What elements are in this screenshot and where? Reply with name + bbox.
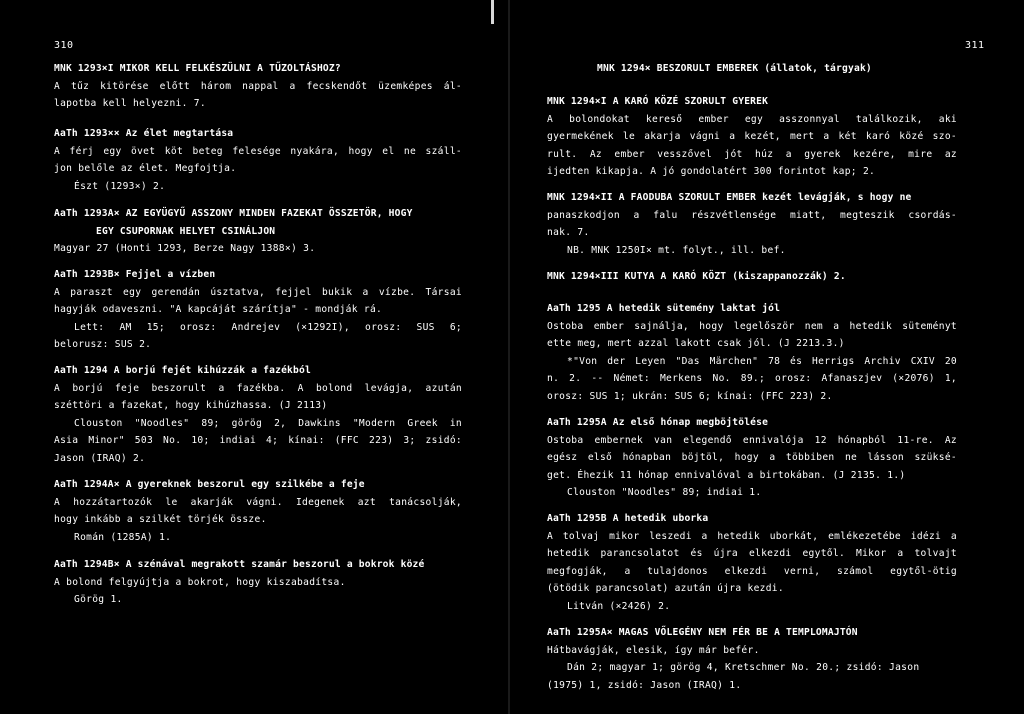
entry-text: megfogják, a tulajdonos elkezdi verni, számol egytől-ötig	[547, 565, 957, 577]
entry-text: Litván (×2426) 2.	[567, 600, 671, 612]
entry-text: Görög 1.	[74, 594, 123, 606]
entry	[547, 268, 957, 286]
section-heading: MNK 1294× BESZORULT EMBEREK (állatok, tárgyak)	[597, 63, 872, 74]
entry-heading: AaTh 1293B× Fejjel a vízben	[54, 269, 216, 280]
entry-heading: AaTh 1293×× Az élet megtartása	[54, 128, 234, 139]
entry-text: NB. MNK 1250I× mt. folyt., ill. bef.	[567, 244, 786, 256]
entry-text: A paraszt egy gerendán úsztatva, fejjel bukik a vízbe. Társai	[54, 286, 462, 298]
entry-heading: AaTh 1295 A hetedik sütemény laktat jól	[547, 303, 781, 314]
entry-text: Clouston "Noodles" 89; indiai 1.	[567, 487, 762, 499]
entry-text: A hozzátartozók le akarják vágni. Idegenek azt tanácsolják,	[54, 496, 462, 508]
entry-text: Ostoba embernek van elegendő ennivalója 12 hónapból 11-re. Az	[547, 434, 957, 446]
entry-text: hetedik parancsolatot és újra elkezdi egytől. Mikor a tolvajt	[547, 548, 957, 560]
entry-text: ijedten kikapja. A jó gondolatért 300 forintot kap; 2.	[547, 166, 876, 178]
entry-text: Ostoba ember sajnálja, hogy legelőször nem a hetedik süteményt	[547, 320, 957, 332]
entry-text: (ötödik parancsolat) azután újra kezdi.	[547, 583, 784, 595]
entry-text: rult. Az ember vesszővel jót húz a gyerek kezére, mire az	[547, 148, 957, 160]
entry-text: A bolond felgyújtja a bokrot, hogy kiszabadítsa.	[54, 576, 346, 588]
entry	[54, 556, 462, 609]
entry-heading: MNK 1294×II A FAODUBA SZORULT EMBER kezét levágják, s hogy ne	[547, 192, 912, 203]
right-page	[512, 0, 1024, 714]
entry-text: (1975) 1, zsidó: Jason (IRAQ) 1.	[547, 679, 742, 691]
entry	[547, 93, 957, 181]
entry-heading: AaTh 1295A Az első hónap megböjtölése	[547, 417, 769, 428]
entry-heading: MNK 1294×III KUTYA A KARÓ KÖZT (kiszappanozzák) 2.	[547, 271, 846, 282]
entry-heading: AaTh 1295A× MAGAS VŐLEGÉNY NEM FÉR BE A TEMPLOMAJTÓN	[547, 627, 858, 638]
entry-text: A bolondokat kereső ember egy asszonnyal találkozik, aki	[547, 113, 957, 125]
entry-heading: AaTh 1295B A hetedik uborka	[547, 513, 709, 524]
page-number: 310	[54, 40, 74, 51]
entry-text: Jason (IRAQ) 2.	[54, 452, 146, 464]
entry	[54, 205, 462, 258]
entry-text: orosz: SUS 1; ukrán: SUS 6; kínai: (FFC 223) 2.	[547, 390, 833, 402]
entry	[54, 60, 462, 113]
entry-heading: AaTh 1294 A borjú fejét kihúzzák a fazékból	[54, 365, 311, 376]
entry-heading: AaTh 1294B× A szénával megrakott szamár beszorul a bokrok közé	[54, 559, 425, 570]
entry-text: Észt (1293×) 2.	[74, 180, 166, 192]
entry-text: *"Von der Leyen "Das Märchen" 78 és Herrigs Archiv CXIV 20	[567, 355, 957, 367]
entry	[547, 60, 957, 78]
entry-heading: AaTh 1294A× A gyereknek beszorul egy szilkébe a feje	[54, 479, 365, 490]
entry-text: ette meg, mert azzal lakott csak jól. (J 2213.3.)	[547, 338, 845, 350]
entry-heading-cont: EGY CSUPORNAK HELYET CSINÁLJON	[96, 225, 276, 237]
entry	[547, 414, 957, 502]
entry-text: lapotba kell helyezni. 7.	[54, 98, 206, 110]
left-page	[0, 0, 510, 714]
entry-text: A férj egy övet köt beteg felesége nyakára, hogy el ne száll-	[54, 145, 462, 157]
entry-text: Román (1285A) 1.	[74, 531, 172, 543]
entry-text: A borjú feje beszorult a fazékba. A bolond levágja, azután	[54, 382, 462, 394]
entry	[547, 300, 957, 406]
entry-text: Lett: AM 15; orosz: Andrejev (×1292I), orosz: SUS 6;	[74, 321, 462, 333]
entry	[547, 189, 957, 259]
entry-heading: MNK 1294×I A KARÓ KÖZÉ SZORULT GYEREK	[547, 96, 769, 107]
entry-text: Magyar 27 (Honti 1293, Berze Nagy 1388×) 3.	[54, 243, 316, 255]
entry	[54, 362, 462, 468]
entry-text: hogy inkább a szilkét törjék össze.	[54, 514, 267, 526]
entry-text: A tolvaj mikor leszedi a hetedik uborkát, emlékezetébe idézi a	[547, 530, 957, 542]
entry-heading: MNK 1293×I MIKOR KELL FELKÉSZÜLNI A TŰZOLTÁSHOZ?	[54, 63, 341, 74]
entry-text: get. Éhezik 11 hónap ennivalóval a birtokában. (J 2135. 1.)	[547, 469, 906, 481]
entry-text: Asia Minor" 503 No. 10; indiai 4; kínai: (FFC 223) 3; zsidó:	[54, 435, 462, 447]
page-number: 311	[965, 40, 985, 51]
entry-text: n. 2. -- Német: Merkens No. 89.; orosz: Afanaszjev (×2076) 1,	[547, 373, 957, 385]
entry-text: gyermekének le akarja vágni a kezét, mert a két karó közé szo-	[547, 131, 957, 143]
entry-text: Hátbavágják, elesik, így már befér.	[547, 644, 760, 656]
entry	[54, 266, 462, 354]
entry-text: jon belőle az élet. Megfojtja.	[54, 163, 237, 175]
entry-text: belorusz: SUS 2.	[54, 339, 152, 351]
entry	[547, 624, 957, 694]
entry-text: hagyják odaveszni. "A kapcáját szárítja" - mondják rá.	[54, 304, 383, 316]
entry	[54, 125, 462, 195]
entry-text: egész első hónapban böjtöl, hogy a többiben ne lásson szüksé-	[547, 452, 957, 464]
entry	[547, 510, 957, 616]
entry-text: széttöri a fazekat, hogy kihúzhassa. (J 2113)	[54, 400, 328, 412]
entry-text: nak. 7.	[547, 227, 590, 239]
entry	[54, 476, 462, 546]
entry-heading: AaTh 1293A× AZ EGYÜGYŰ ASSZONY MINDEN FAZEKAT ÖSSZETÖR, HOGY	[54, 208, 413, 219]
entry-text: A tűz kitörése előtt három nappal a fecskendőt üzemképes ál-	[54, 80, 462, 92]
entry-text: panaszkodjon a falu részvétlensége miatt, megteszik csordás-	[547, 209, 957, 221]
entry-text: Dán 2; magyar 1; görög 4, Kretschmer No. 20.; zsidó: Jason	[567, 662, 920, 674]
entry-text: Clouston "Noodles" 89; görög 2, Dawkins "Modern Greek in	[74, 417, 462, 429]
